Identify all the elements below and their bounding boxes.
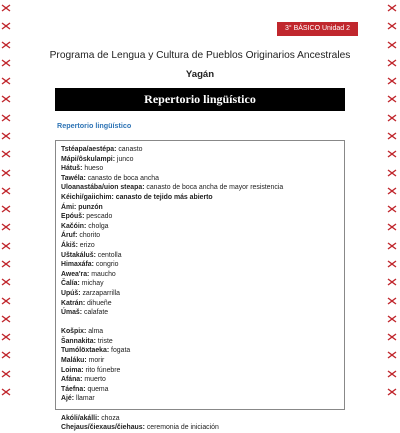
red-chevron-diamond-icon: [386, 278, 398, 286]
red-chevron-diamond-icon: [386, 22, 398, 30]
vocab-entry: [61, 155, 339, 165]
vocab-meaning: muerto: [84, 376, 106, 384]
vocab-separator: :: [77, 280, 82, 288]
vocab-term: Tawéla: [61, 174, 84, 182]
vocab-meaning: congrio: [95, 261, 119, 269]
grade-unit-badge: 3° BÁSICO Unidad 2: [277, 22, 358, 36]
red-chevron-diamond-icon: [0, 370, 12, 378]
vocab-term: Maláku: [61, 357, 85, 365]
red-chevron-diamond-icon: [0, 205, 12, 213]
red-chevron-diamond-icon: [0, 278, 12, 286]
vocab-separator: :: [75, 241, 80, 249]
vocab-separator: :: [83, 328, 89, 336]
vocab-term: Mápi/ôskulampi: [61, 155, 113, 163]
vocab-term: Šannakita: [61, 337, 94, 345]
vocab-term: Uloanastába/uion steapa: [61, 184, 143, 192]
red-chevron-diamond-icon: [386, 4, 398, 12]
vocab-entry: [61, 346, 339, 356]
program-title: Programa de Lengua y Cultura de Pueblos Originarios Ancestrales: [49, 50, 351, 61]
vocab-meaning: dihueñe: [87, 299, 112, 307]
vocab-entry: [61, 174, 339, 184]
vocab-entry: [61, 375, 339, 385]
vocab-meaning: hueso: [84, 165, 104, 173]
vocab-entry: [61, 337, 339, 347]
red-chevron-diamond-icon: [386, 260, 398, 268]
vocab-term: Ajé: [61, 395, 72, 403]
red-chevron-diamond-icon: [386, 315, 398, 323]
vocab-separator: :: [93, 251, 98, 259]
vocab-entry: [61, 270, 339, 280]
vocab-meaning: canasto: [118, 146, 143, 153]
red-chevron-diamond-icon: [386, 223, 398, 231]
vocab-separator: :: [114, 146, 119, 153]
vocab-entry: [61, 327, 339, 337]
vocab-separator: :: [78, 289, 83, 297]
vocab-meaning: morir: [88, 357, 105, 365]
vocab-term: Kéichi/gaiichim: [61, 193, 112, 201]
vocab-meaning: fogata: [111, 347, 131, 355]
red-chevron-diamond-icon: [386, 333, 398, 341]
vocab-separator: :: [87, 270, 92, 278]
vocab-term: Awea'ra: [61, 270, 88, 278]
vocab-separator: :: [75, 232, 80, 240]
vocab-entry: [61, 394, 339, 404]
red-chevron-diamond-icon: [0, 132, 12, 140]
vocab-separator: :: [83, 174, 88, 182]
red-chevron-diamond-icon: [0, 95, 12, 103]
vocab-term: Tumólöxtaeka: [61, 347, 107, 355]
vocab-term: Ákiš: [61, 241, 76, 249]
vocab-separator: :: [112, 155, 117, 163]
vocab-meaning: canasto de boca ancha de mayor resistencia: [146, 184, 284, 192]
vocab-term: Čalía: [61, 280, 78, 288]
red-chevron-diamond-icon: [0, 315, 12, 323]
page-title-banner: Repertorio lingüístico: [55, 88, 345, 111]
vocab-term: Tstéapa/aestépa: [61, 146, 115, 153]
vocab-term: Upúš: [61, 289, 79, 297]
vocab-meaning: pescado: [86, 213, 113, 221]
vocab-separator: :: [97, 414, 102, 422]
vocab-meaning: quema: [87, 385, 109, 393]
red-chevron-diamond-icon: [0, 22, 12, 30]
vocab-entry: [61, 145, 339, 155]
red-chevron-diamond-icon: [0, 242, 12, 250]
people-name: Yagán: [185, 69, 215, 80]
vocab-entry: [61, 222, 339, 232]
red-chevron-diamond-icon: [386, 388, 398, 396]
vocab-separator: :: [80, 165, 85, 173]
vocab-entry: [61, 164, 339, 174]
vocab-term: Chejaus/čiexaus/čiehaus: [61, 424, 143, 432]
vocab-term: Hátuš: [61, 165, 81, 173]
vocab-term: Úmaš: [61, 309, 80, 317]
vocab-meaning: punzón: [78, 203, 103, 211]
vocab-separator: :: [142, 184, 147, 192]
red-chevron-diamond-icon: [386, 297, 398, 305]
vocab-meaning: zarzaparrilla: [82, 289, 120, 297]
vocab-entry: [61, 423, 339, 433]
vocab-entry: [61, 308, 339, 318]
vocab-entry: [61, 414, 339, 424]
red-chevron-diamond-icon: [386, 41, 398, 49]
vocab-meaning: canasto de tejido más abierto: [115, 193, 213, 201]
red-chevron-diamond-icon: [0, 260, 12, 268]
red-chevron-diamond-icon: [386, 150, 398, 158]
vocab-separator: :: [106, 347, 112, 355]
red-chevron-diamond-icon: [386, 242, 398, 250]
red-chevron-diamond-icon: [386, 205, 398, 213]
red-chevron-diamond-icon: [0, 114, 12, 122]
red-chevron-diamond-icon: [0, 223, 12, 231]
section-label: Repertorio lingüístico: [57, 121, 132, 130]
red-chevron-diamond-icon: [386, 187, 398, 195]
vocab-entry: [61, 193, 339, 203]
vocab-separator: :: [111, 193, 116, 201]
red-chevron-diamond-icon: [386, 351, 398, 359]
red-chevron-diamond-icon: [0, 388, 12, 396]
vocab-term: Ámi: [61, 203, 75, 211]
red-chevron-diamond-icon: [386, 114, 398, 122]
vocab-entry: [61, 356, 339, 366]
vocab-separator: :: [142, 424, 147, 432]
vocab-term: Áruf: [61, 232, 76, 240]
vocab-separator: :: [84, 357, 89, 365]
vocab-entry: [61, 289, 339, 299]
red-chevron-diamond-icon: [0, 297, 12, 305]
vocab-separator: :: [79, 309, 84, 317]
vocab-meaning: rito fúnebre: [85, 366, 121, 374]
vocab-entry: [61, 241, 339, 251]
group-spacer: [61, 404, 339, 414]
vocab-entry: [61, 251, 339, 261]
vocab-meaning: alma: [88, 328, 104, 336]
vocab-meaning: michay: [81, 280, 104, 288]
vocab-meaning: llamar: [75, 395, 95, 403]
vocab-meaning: canasto de boca ancha: [87, 174, 159, 182]
red-chevron-diamond-icon: [0, 351, 12, 359]
vocab-meaning: ceremonia de iniciación: [146, 424, 219, 432]
vocab-entry: [61, 366, 339, 376]
vocab-term: Táefna: [61, 385, 84, 393]
vocab-term: Afána: [61, 376, 81, 384]
vocab-term: Akóli/akálli: [61, 414, 98, 422]
vocab-separator: :: [93, 337, 98, 345]
vocab-meaning: calafate: [84, 309, 109, 317]
vocab-term: Himaxáfa: [61, 261, 92, 269]
vocab-separator: :: [83, 385, 88, 393]
vocab-meaning: choza: [101, 414, 120, 422]
vocab-entry: [61, 260, 339, 270]
vocab-term: Kačóin: [61, 222, 84, 230]
vocab-term: Loima: [61, 366, 82, 374]
red-chevron-diamond-icon: [0, 150, 12, 158]
red-chevron-diamond-icon: [386, 132, 398, 140]
group-spacer: [61, 318, 339, 328]
vocab-meaning: centolla: [97, 251, 122, 259]
vocab-term: Košpix: [61, 328, 84, 336]
vocab-meaning: junco: [116, 155, 134, 163]
vocab-meaning: chorito: [79, 232, 101, 240]
vocab-separator: :: [91, 261, 96, 269]
vocab-term: Katrán: [61, 299, 83, 307]
red-chevron-diamond-icon: [386, 95, 398, 103]
vocab-meaning: cholga: [88, 222, 109, 230]
vocab-entry: [61, 279, 339, 289]
vocab-separator: :: [82, 213, 87, 221]
vocab-meaning: erizo: [79, 241, 95, 249]
vocab-separator: :: [82, 299, 88, 307]
vocab-entry: [61, 203, 339, 213]
red-chevron-diamond-icon: [386, 370, 398, 378]
red-chevron-diamond-icon: [386, 169, 398, 177]
vocab-meaning: maucho: [91, 270, 116, 278]
vocab-separator: :: [74, 203, 79, 211]
vocab-separator: :: [80, 376, 85, 384]
red-chevron-diamond-icon: [0, 169, 12, 177]
vocab-separator: :: [83, 222, 89, 230]
vocab-entry: [61, 385, 339, 395]
vocab-entry: [61, 299, 339, 309]
vocab-separator: :: [71, 395, 76, 403]
red-chevron-diamond-icon: [0, 41, 12, 49]
vocab-entry: [61, 183, 339, 193]
vocab-entry: [61, 231, 339, 241]
vocab-separator: :: [81, 366, 86, 374]
vocab-entry: [61, 212, 339, 222]
vocab-meaning: triste: [97, 337, 113, 345]
vocab-term: Epóuš: [61, 213, 83, 221]
vocab-term: Uštakáluš: [61, 251, 94, 259]
red-chevron-diamond-icon: [0, 187, 12, 195]
red-chevron-diamond-icon: [0, 4, 12, 12]
red-chevron-diamond-icon: [0, 333, 12, 341]
vocabulary-box: [55, 140, 345, 432]
